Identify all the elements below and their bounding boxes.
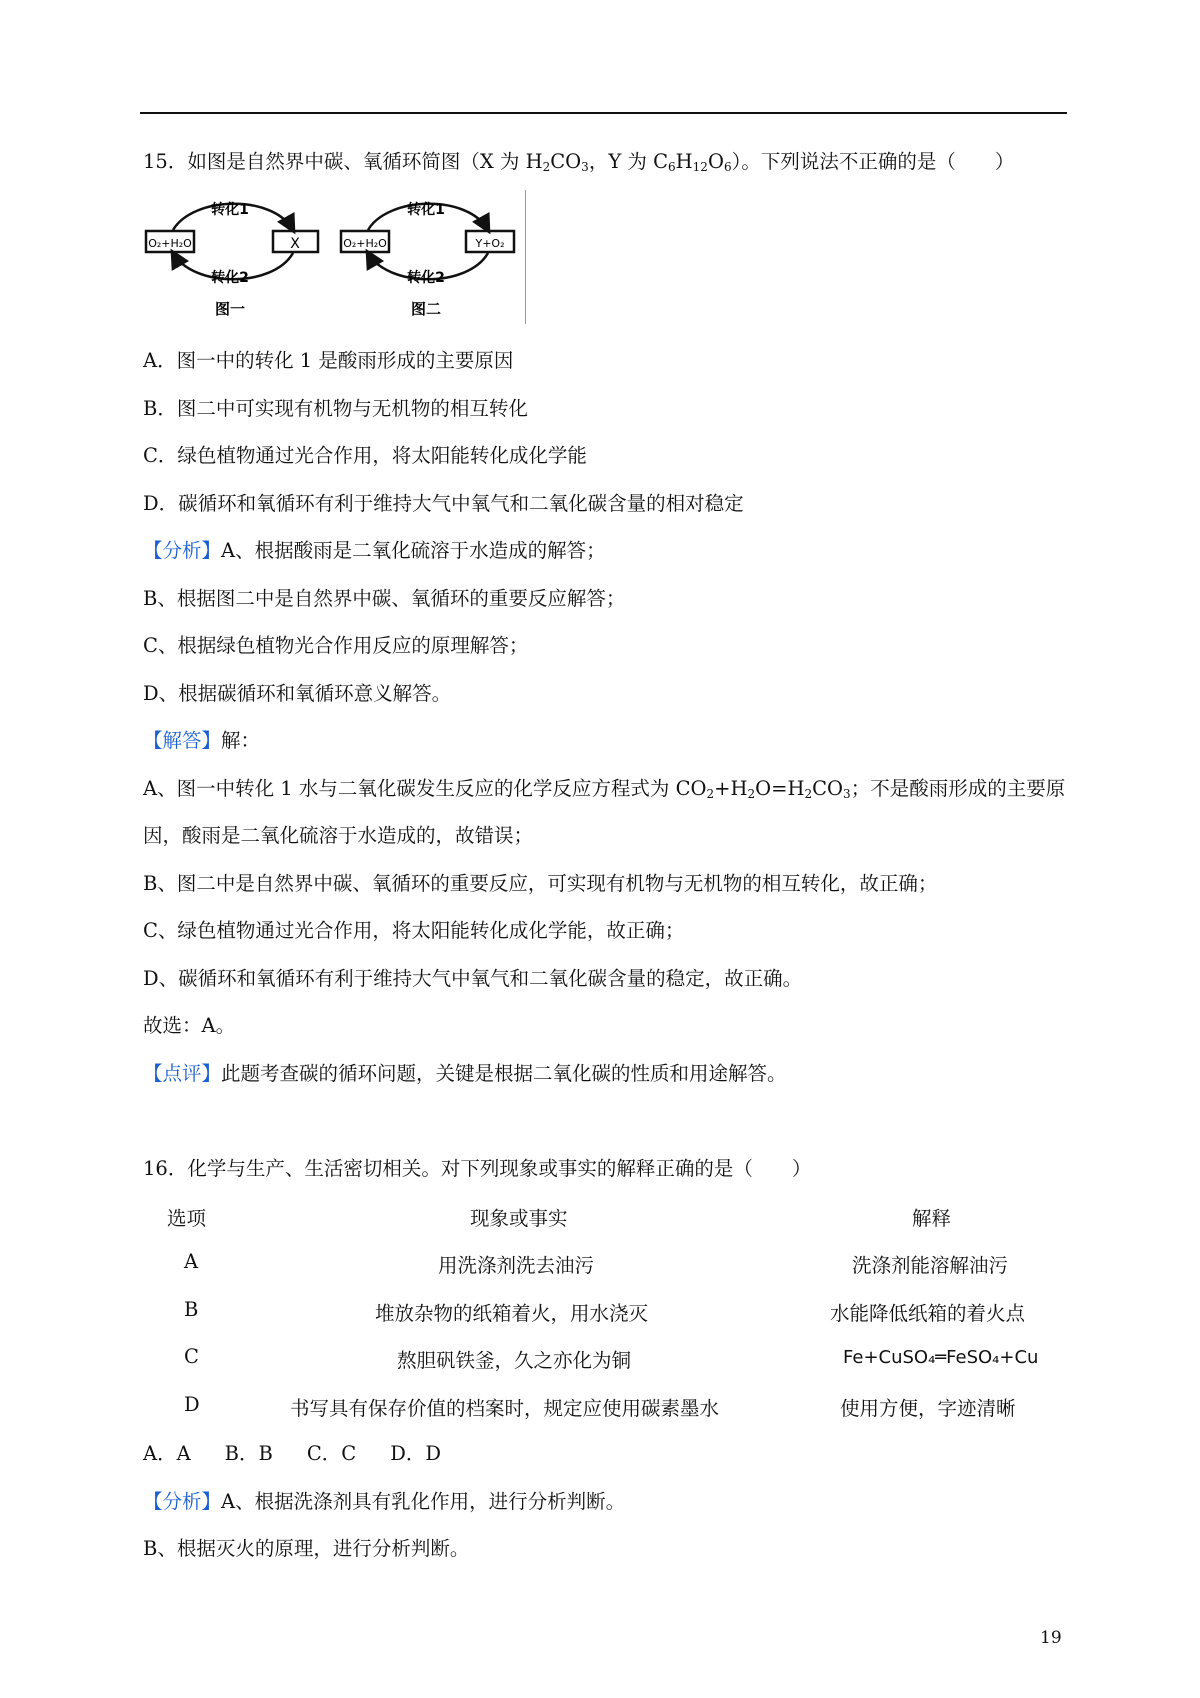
table-row-a-phenomenon: 用洗涤剂洗去油污 bbox=[438, 1254, 595, 1277]
fig2-right-box-label: Y+O₂ bbox=[475, 237, 505, 250]
table-row-b-phenomenon: 堆放杂物的纸箱着火，用水浇灭 bbox=[375, 1302, 649, 1325]
table-header-option: 选项 bbox=[167, 1207, 207, 1230]
q15-choice: 故选：A。 bbox=[143, 1014, 236, 1037]
q16-choice-b: B．B bbox=[224, 1442, 273, 1465]
q16-choices bbox=[143, 1440, 475, 1468]
figure-two bbox=[341, 201, 514, 318]
table-row-c-explanation: Fe+CuSO₄═FeSO₄+Cu bbox=[843, 1347, 1039, 1368]
table-row-a-option: A bbox=[184, 1250, 199, 1273]
analysis-tag: 【分析】 bbox=[143, 539, 222, 562]
q15-answer-d: D、碳循环和氧循环有利于维持大气中氧气和二氧化碳含量的稳定，故正确。 bbox=[143, 967, 803, 990]
comment-tag: 【点评】 bbox=[143, 1062, 222, 1085]
answer-tag: 【解答】 bbox=[143, 729, 222, 752]
q15-option-c: C．绿色植物通过光合作用，将太阳能转化成化学能 bbox=[143, 444, 587, 467]
q15-analysis-line-d: D、根据碳循环和氧循环意义解答。 bbox=[143, 682, 452, 705]
table-header-phenomenon: 现象或事实 bbox=[470, 1207, 568, 1230]
fig2-transform1-label: 转化1 bbox=[407, 202, 445, 218]
fig1-transform2-label: 转化2 bbox=[211, 270, 249, 286]
q15-answer-heading: 【解答】解： bbox=[143, 729, 261, 752]
table-row-d-explanation: 使用方便，字迹清晰 bbox=[840, 1397, 1016, 1420]
table-header-explanation: 解释 bbox=[912, 1207, 952, 1230]
table-row-c-phenomenon: 熬胆矾铁釜，久之亦化为铜 bbox=[397, 1349, 632, 1372]
q15-analysis-line-b: B、根据图二中是自然界中碳、氧循环的重要反应解答； bbox=[143, 587, 626, 610]
q15-analysis-line-a: 【分析】A、根据酸雨是二氧化硫溶于水造成的解答； bbox=[143, 539, 606, 562]
figure-one bbox=[146, 201, 318, 318]
q15-stem: 15．如图是自然界中碳、氧循环简图（X 为 $H_2CO_3$，Y 为 $C_6H_{12}O_6$）。下列说法不正确的是（ ） bbox=[143, 150, 1015, 174]
q15-comment: 【点评】此题考查碳的循环问题，关键是根据二氧化碳的性质和用途解答。 bbox=[143, 1062, 787, 1085]
table-row-d-option: D bbox=[184, 1393, 200, 1416]
fig1-left-box-label: O₂+H₂O bbox=[148, 237, 192, 250]
q15-answer-a-line1: A、图一中转化 1 水与二氧化碳发生反应的化学反应方程式为 $CO_2+H_2O=H_2CO_3$；不是酸雨形成的主要原 bbox=[143, 777, 1066, 801]
q16-choice-a: A．A bbox=[143, 1442, 191, 1465]
table-row-b-explanation: 水能降低纸箱的着火点 bbox=[830, 1302, 1026, 1325]
q16-stem: 16．化学与生产、生活密切相关。对下列现象或事实的解释正确的是（ ） bbox=[143, 1157, 812, 1180]
page-number: 19 bbox=[1040, 1628, 1062, 1648]
table-row-c-option: C bbox=[184, 1345, 199, 1368]
q15-option-b: B．图二中可实现有机物与无机物的相互转化 bbox=[143, 397, 528, 420]
fig2-left-box-label: O₂+H₂O bbox=[343, 237, 387, 250]
q16-choice-c: C．C bbox=[306, 1442, 357, 1465]
q15-option-a: A．图一中的转化 1 是酸雨形成的主要原因 bbox=[143, 349, 514, 372]
table-row-a-explanation: 洗涤剂能溶解油污 bbox=[852, 1254, 1009, 1277]
table-row-b-option: B bbox=[184, 1298, 199, 1321]
fig1-transform1-label: 转化1 bbox=[211, 202, 249, 218]
fig2-transform2-label: 转化2 bbox=[407, 270, 445, 286]
q16-choice-d: D．D bbox=[390, 1442, 441, 1465]
q15-analysis-line-c: C、根据绿色植物光合作用反应的原理解答； bbox=[143, 634, 529, 657]
q15-answer-c: C、绿色植物通过光合作用，将太阳能转化成化学能，故正确； bbox=[143, 919, 685, 942]
q16-analysis-line-b: B、根据灭火的原理，进行分析判断。 bbox=[143, 1537, 470, 1560]
q16-analysis-line-a: 【分析】A、根据洗涤剂具有乳化作用，进行分析判断。 bbox=[143, 1490, 626, 1513]
carbon-oxygen-cycle-figure bbox=[143, 190, 526, 324]
fig1-right-box-label: X bbox=[290, 236, 300, 252]
header-rule bbox=[140, 112, 1067, 114]
q15-answer-b: B、图二中是自然界中碳、氧循环的重要反应，可实现有机物与无机物的相互转化，故正确； bbox=[143, 872, 938, 895]
fig2-caption: 图二 bbox=[410, 300, 442, 318]
q15-option-d: D．碳循环和氧循环有利于维持大气中氧气和二氧化碳含量的相对稳定 bbox=[143, 492, 744, 515]
fig1-caption: 图一 bbox=[214, 300, 246, 318]
table-row-d-phenomenon: 书写具有保存价值的档案时，规定应使用碳素墨水 bbox=[290, 1397, 720, 1420]
q15-answer-a-line2: 因，酸雨是二氧化硫溶于水造成的，故错误； bbox=[143, 824, 534, 847]
q16-analysis-tag: 【分析】 bbox=[143, 1490, 222, 1513]
